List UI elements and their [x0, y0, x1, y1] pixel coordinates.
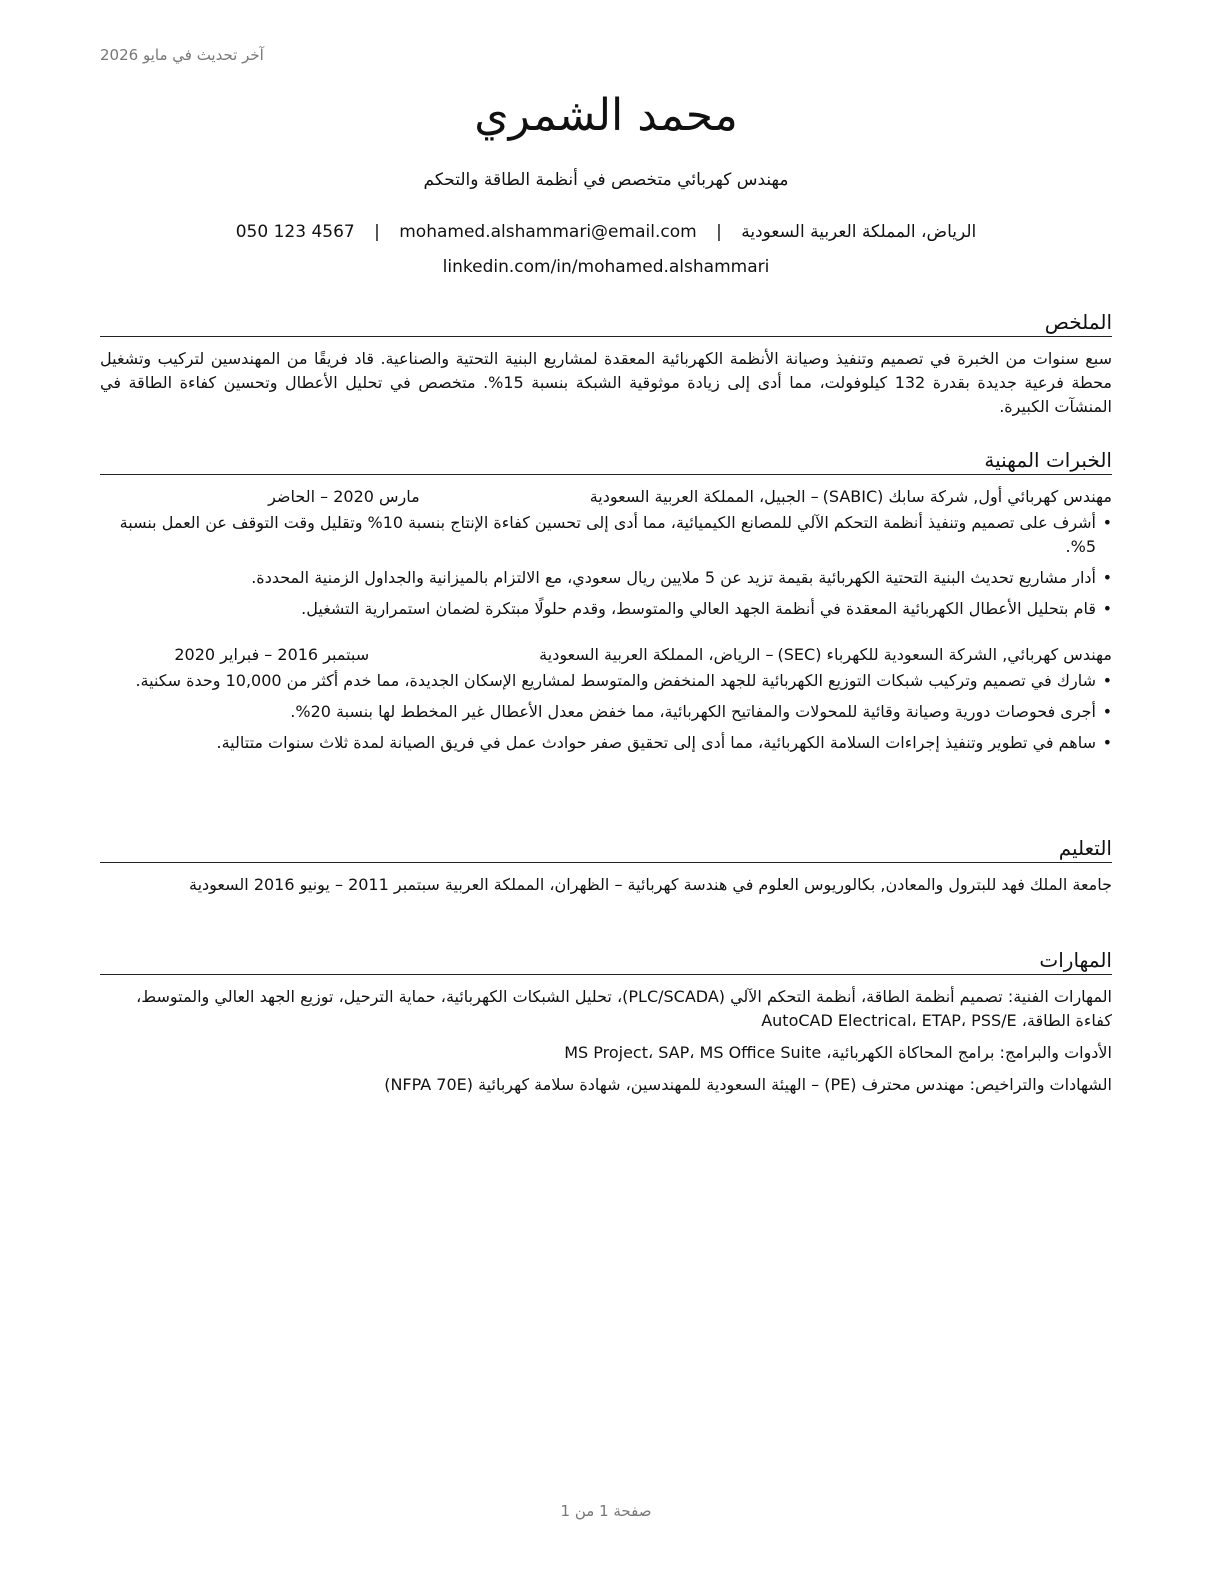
summary-section — [100, 310, 1112, 419]
skills-section — [100, 948, 1112, 1105]
job-bullet: • أدار مشاريع تحديث البنية التحتية الكهربائية بقيمة تزيد عن 5 ملايين ريال سعودي، مع الالتزام بالميزانية والجداول الزمنية المحددة. — [100, 566, 1112, 590]
page-number: صفحة 1 من 1 — [560, 1502, 652, 1520]
job-dates: سبتمبر 2016 – فبراير 2020 — [174, 645, 370, 664]
last-updated-note: آخر تحديث في مايو 2026 — [100, 46, 264, 64]
job-bullets — [100, 669, 1112, 755]
section-heading: المهارات — [100, 948, 1112, 975]
contact-separator: | — [374, 222, 380, 242]
job-role: مهندس كهربائي, الشركة السعودية للكهرباء (SEC) — [777, 645, 1112, 664]
job-location: – الرياض، المملكة العربية السعودية — [539, 645, 774, 664]
contact-linkedin[interactable]: linkedin.com/in/mohamed.alshammari — [442, 257, 770, 277]
candidate-title: مهندس كهربائي متخصص في أنظمة الطاقة والتحكم — [423, 170, 789, 190]
job-bullet: • قام بتحليل الأعطال الكهربائية المعقدة في أنظمة الجهد العالي والمتوسط، وقدم حلولًا مبتكرة لضمان استمرارية التشغيل. — [100, 597, 1112, 621]
skill-line: الأدوات والبرامج: برامج المحاكاة الكهربائية، MS Project، SAP، MS Office Suite — [564, 1043, 1112, 1062]
job-dates: مارس 2020 – الحاضر — [268, 487, 420, 506]
candidate-name: محمد الشمري — [474, 90, 738, 141]
job-role: مهندس كهربائي أول, شركة سابك (SABIC) — [822, 487, 1112, 506]
section-heading: الخبرات المهنية — [100, 448, 1112, 475]
job-location: – الجبيل، المملكة العربية السعودية — [589, 487, 819, 506]
job-bullet: • أشرف على تصميم وتنفيذ أنظمة التحكم الآلي للمصانع الكيميائية، مما أدى إلى تحسين كفاءة الإنتاج بنسبة 10% وتقليل وقت التوقف عن العمل بنسبة 5%. — [100, 511, 1112, 559]
job-bullets — [100, 511, 1112, 621]
contact-email[interactable]: mohamed.alshammari@email.com — [399, 222, 697, 242]
resume-page — [100, 0, 1112, 1584]
summary-text: سبع سنوات من الخبرة في تصميم وتنفيذ وصيانة الأنظمة الكهربائية المعقدة لمشاريع البنية التحتية والصناعية. قاد فريقًا من المهندسين لتركيب وتشغيل محطة فرعية جديدة بقدرة 132 كيلوفولت، مما أدى إلى زيادة موثوقية الشبكة بنسبة 15%. متخصص في تحليل الأعطال وتحسين كفاءة الطاقة في المنشآت الكبيرة. — [100, 349, 1113, 416]
job-bullet: • ساهم في تطوير وتنفيذ إجراءات السلامة الكهربائية، مما أدى إلى تحقيق صفر حوادث عمل في فريق الصيانة لمدة ثلاث سنوات متتالية. — [100, 731, 1112, 755]
job-entry — [100, 643, 1112, 755]
section-heading: الملخص — [100, 310, 1112, 337]
contact-separator: | — [716, 222, 722, 242]
education-entry: جامعة الملك فهد للبترول والمعادن, بكالوريوس العلوم في هندسة كهربائية – الظهران، المملكة العربية سبتمبر 2011 – يونيو 2016 السعودية — [188, 875, 1112, 894]
education-section — [100, 836, 1112, 897]
skill-line: المهارات الفنية: تصميم أنظمة الطاقة، أنظمة التحكم الآلي (PLC/SCADA)، تحليل الشبكات الكهربائية، حماية الترحيل، توزيع الجهد العالي والمتوسط، كفاءة الطاقة، AutoCAD Electrical، ETAP، PSS/E — [136, 987, 1112, 1030]
contact-phone: 050 123 4567 — [235, 222, 355, 242]
job-bullet: • شارك في تصميم وتركيب شبكات التوزيع الكهربائية للجهد المنخفض والمتوسط لمشاريع الإسكان الجديدة، مما خدم أكثر من 10,000 وحدة سكنية. — [100, 669, 1112, 693]
skill-line: الشهادات والتراخيص: مهندس محترف (PE) – الهيئة السعودية للمهندسين، شهادة سلامة كهربائية (NFPA 70E) — [384, 1075, 1112, 1094]
job-header — [100, 643, 1112, 667]
section-heading: التعليم — [100, 836, 1112, 863]
contact-location: الرياض، المملكة العربية السعودية — [741, 222, 977, 242]
job-bullet: • أجرى فحوصات دورية وصيانة وقائية للمحولات والمفاتيح الكهربائية، مما خفض معدل الأعطال غير المخطط لها بنسبة 20%. — [100, 700, 1112, 724]
experience-section — [100, 448, 1112, 771]
contact-line — [100, 222, 1112, 242]
job-header — [100, 485, 1112, 509]
job-entry — [100, 485, 1112, 621]
